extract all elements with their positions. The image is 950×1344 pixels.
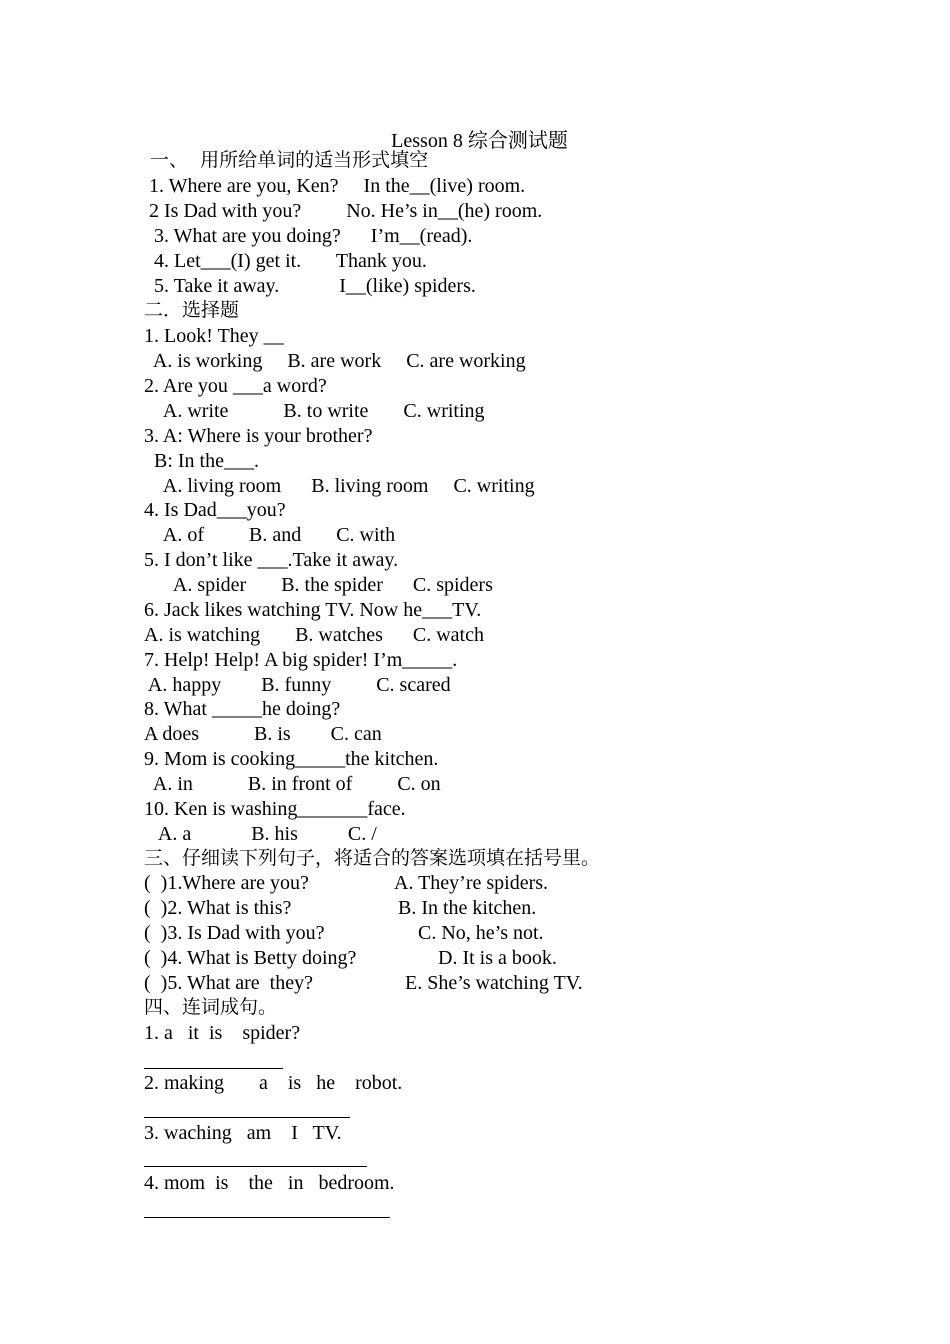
section2-heading: 二．选择题 [144, 299, 240, 321]
s3-answer-1: A. They’re spiders. [394, 872, 549, 894]
title-text: Lesson 8 综合测试题 [391, 130, 568, 152]
s4-answer-line-1 [144, 1068, 283, 1069]
s2-options-10: A. a B. his C. / [144, 823, 377, 845]
s2-question-7: 7. Help! Help! A big spider! I’m_____. [144, 649, 458, 671]
s2-question-8: 8. What _____he doing? [144, 698, 341, 720]
s3-answer-3: C. No, he’s not. [418, 922, 544, 944]
s3-answer-4: D. It is a book. [438, 947, 557, 969]
section4-heading: 四、连词成句。 [144, 996, 278, 1018]
s4-question-3: 3. waching am I TV. [144, 1122, 342, 1144]
s2-question-5: 5. I don’t like ___.Take it away. [144, 549, 399, 571]
s3-answer-2: B. In the kitchen. [398, 897, 537, 919]
s4-question-2: 2. making a is he robot. [144, 1072, 403, 1094]
s3-answer-5: E. She’s watching TV. [405, 972, 583, 994]
s3-question-5: ( )5. What are they? [144, 972, 313, 994]
s2-question-3: 3. A: Where is your brother? [144, 425, 373, 447]
s2-options-8: A does B. is C. can [144, 723, 382, 745]
s4-answer-line-4 [144, 1217, 390, 1218]
page-title [0, 124, 950, 153]
s3-question-2: ( )2. What is this? [144, 897, 292, 919]
s2-options-6: A. is watching B. watches C. watch [144, 624, 484, 646]
s4-answer-line-2 [144, 1117, 350, 1118]
s2-question-1: 1. Look! They __ [144, 325, 284, 347]
s1-question-3: 3. What are you doing? I’m__(read). [144, 225, 473, 247]
s2-question-3b: B: In the___. [144, 450, 259, 472]
s2-question-9: 9. Mom is cooking_____the kitchen. [144, 748, 439, 770]
s2-options-5: A. spider B. the spider C. spiders [144, 574, 493, 596]
s1-question-1: 1. Where are you, Ken? In the__(live) room. [144, 175, 526, 197]
s3-question-4: ( )4. What is Betty doing? [144, 947, 357, 969]
s2-options-2: A. write B. to write C. writing [144, 400, 485, 422]
s2-question-6: 6. Jack likes watching TV. Now he___TV. [144, 599, 482, 621]
s2-options-4: A. of B. and C. with [144, 524, 396, 546]
s2-question-2: 2. Are you ___a word? [144, 375, 327, 397]
s2-options-3: A. living room B. living room C. writing [144, 475, 535, 497]
s2-options-1: A. is working B. are work C. are working [144, 350, 526, 372]
s4-question-4: 4. mom is the in bedroom. [144, 1172, 395, 1194]
s4-answer-line-3 [144, 1166, 367, 1167]
s3-question-1: ( )1.Where are you? [144, 872, 309, 894]
section1-heading: 一、 用所给单词的适当形式填空 [144, 149, 429, 171]
s2-question-4: 4. Is Dad___you? [144, 499, 286, 521]
s3-question-3: ( )3. Is Dad with you? [144, 922, 325, 944]
s4-question-1: 1. a it is spider? [144, 1022, 301, 1044]
s1-question-2: 2 Is Dad with you? No. He’s in__(he) room. [144, 200, 543, 222]
section3-heading: 三、仔细读下列句子，将适合的答案选项填在括号里。 [144, 847, 601, 869]
s1-question-4: 4. Let___(I) get it. Thank you. [144, 250, 427, 272]
s2-options-7: A. happy B. funny C. scared [144, 674, 451, 696]
s2-question-10: 10. Ken is washing_______face. [144, 798, 406, 820]
s1-question-5: 5. Take it away. I__(like) spiders. [144, 275, 476, 297]
s2-options-9: A. in B. in front of C. on [144, 773, 441, 795]
